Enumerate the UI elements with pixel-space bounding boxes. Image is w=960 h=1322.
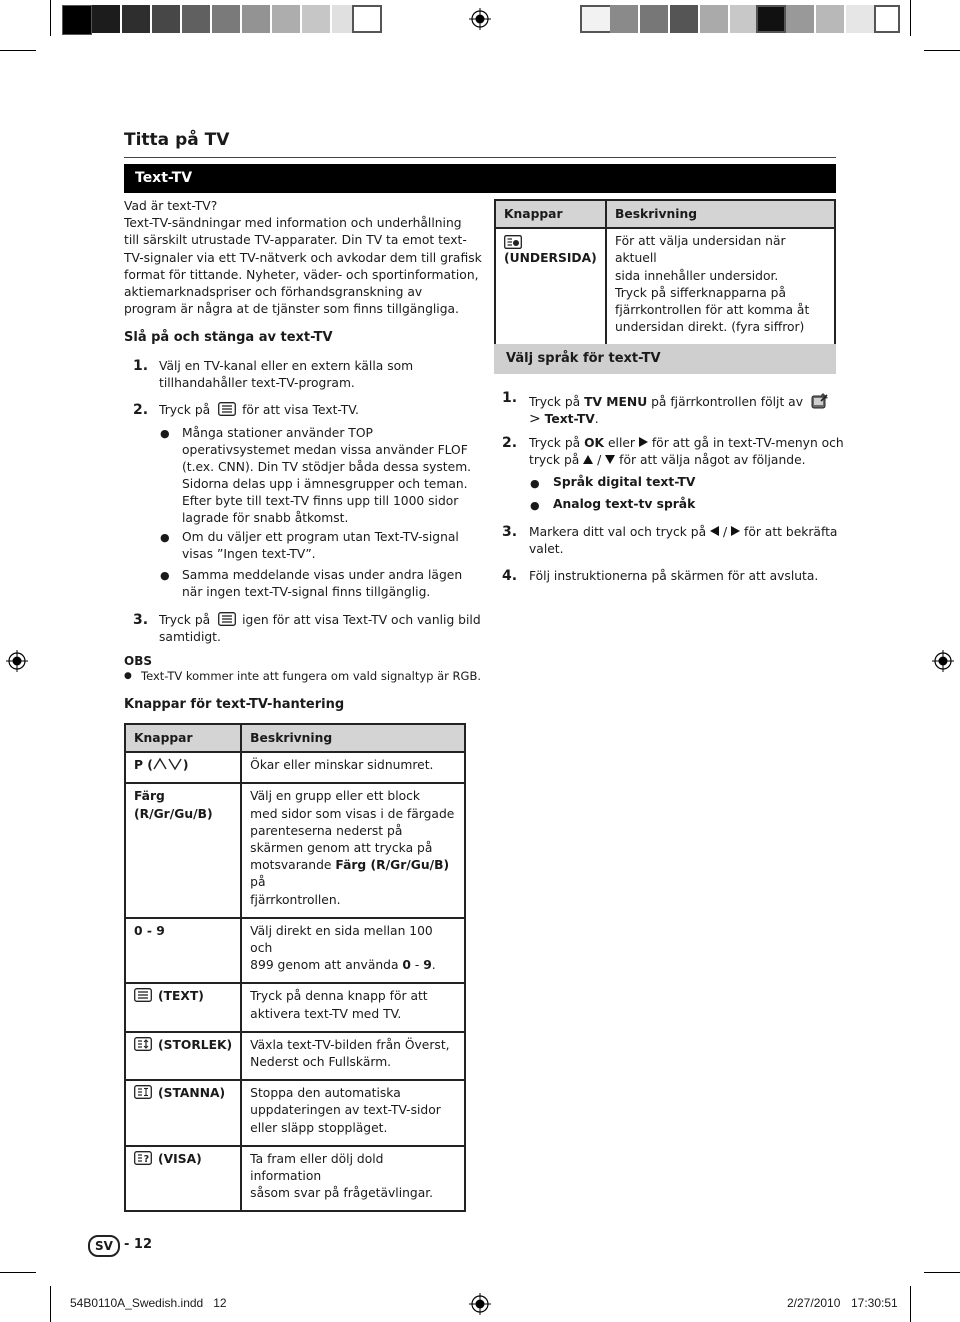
swatch [756,5,786,33]
crop-mark [924,50,960,51]
language-step-2 [529,435,844,469]
step-text: / [597,453,602,467]
desc-line: skärmen genom att trycka på [250,841,433,856]
description-cell [241,1146,465,1212]
hold-button-icon [134,1085,152,1099]
crop-mark [50,0,51,36]
description-cell [241,783,465,917]
svg-text:?: ? [143,1153,150,1165]
bullet-dot-icon: ● [530,477,540,490]
arrow-right-icon [639,437,648,447]
teletext-button-icon [218,612,236,626]
table-header-row [495,200,835,228]
step-bold: Text-TV [544,412,595,426]
step-bold: OK [584,436,605,450]
table-row [125,983,465,1031]
table-row [495,228,835,345]
key-cell [125,1032,241,1080]
language-option: Analog text-tv språk [553,497,696,511]
bullet-line: Många stationer använder TOP [182,426,373,440]
swatch [62,5,92,35]
table-row [125,752,465,783]
intro-paragraph [124,198,482,318]
step-number: 1. [502,390,518,406]
table-row [125,1080,465,1146]
desc-line: Ta fram eller dölj dold information [250,1151,384,1184]
table-row [125,1146,465,1212]
desc-line: sida innehåller undersidor. [615,268,779,283]
arrow-right-icon [731,526,740,536]
arrow-up-icon [583,455,593,464]
swatch [730,5,758,33]
step-text: för att bekräfta [743,525,838,539]
arrow-down-icon [605,455,615,464]
registration-mark-icon [932,650,954,672]
desc-line: fjärrkontrollen. [250,892,341,907]
table-row [125,1032,465,1080]
swatch [816,5,844,33]
desc-line: eller släpp stoppläget. [250,1120,388,1135]
key-cell [125,1080,241,1146]
step-bold: TV MENU [584,395,648,409]
crop-mark [924,1272,960,1273]
key-label: (STANNA) [158,1086,226,1101]
language-step-3 [529,524,837,558]
swatch [670,5,698,33]
intro-line: format för tittande. Nyheter, väder- och sportinformation, [124,267,479,282]
step-text: Markera ditt val och tryck på [529,525,707,539]
swatch [302,5,330,33]
desc-text: 899 genom att använda [250,958,403,973]
desc-line: Stoppa den automatiska [250,1086,401,1101]
column-header-keys: Knappar [495,200,606,228]
onoff-bullet-2 [182,529,459,563]
bullet-dot-icon: ● [160,531,170,544]
step-line: samtidigt. [159,630,221,644]
table-header-row [125,724,465,752]
crop-mark [0,1272,36,1273]
key-label: ) [182,758,189,773]
buttons-heading: Knappar för text-TV-hantering [124,697,345,712]
language-step-4: Följ instruktionerna på skärmen för att avsluta. [529,569,819,583]
subpage-button-icon [504,235,522,249]
desc-line: Välj en grupp eller ett block [250,789,421,804]
note-label: OBS [124,654,152,668]
step-number: 1. [133,358,149,374]
step-text: för att visa Text-TV. [242,403,359,417]
bullet-line: Samma meddelande visas under andra lägen [182,568,463,582]
desc-line: För att välja undersidan när aktuell [615,234,786,266]
swatch [352,5,382,33]
swatch [786,5,814,33]
registration-mark-icon [469,8,491,30]
registration-mark-icon [469,1293,491,1315]
language-option: Språk digital text-TV [553,475,696,489]
key-label: (TEXT) [158,989,204,1004]
arrow-left-icon [710,526,719,536]
onoff-step-1 [159,358,413,392]
desc-line: fjärrkontrollen för att komma åt [615,303,810,318]
step-text: för att välja något av följande. [619,453,806,467]
crop-mark [50,1286,51,1322]
step-text: eller [604,436,635,450]
desc-text: - [410,958,424,973]
step-number: 2. [502,435,518,451]
bullet-line: visas ”Ingen text-TV”. [182,547,316,561]
key-label: (VISA) [158,1151,202,1166]
language-step-1 [529,391,830,428]
onoff-step-2 [159,402,359,419]
print-time: 17:30:51 [851,1296,898,1310]
swatch [580,5,612,33]
desc-bold: 0 [402,958,411,973]
desc-line: aktivera text-TV med TV. [250,1006,402,1021]
key-cell [125,1146,241,1212]
size-button-icon [134,1037,152,1051]
bullet-line: Om du väljer ett program utan Text-TV-signal [182,530,459,544]
swatch [272,5,300,33]
crop-mark [910,1286,911,1322]
swatch [242,5,270,33]
key-cell: 0 - 9 [125,918,241,984]
intro-line: TV-signaler via ett TV-nätverk och avkodar dem till grafisk [124,250,482,265]
swatch [610,5,638,33]
desc-text: . [431,958,436,973]
description-cell: Ökar eller minskar sidnumret. [241,752,465,783]
onoff-step-3 [159,612,481,646]
description-cell [241,983,465,1031]
key-cell [125,752,241,783]
step-text: Tryck på [529,395,585,409]
bullet-line: Sidorna delas upp i ämnesgrupper och teman. [182,477,468,491]
swatch [152,5,180,33]
desc-line: uppdateringen av text-TV-sidor [250,1103,441,1118]
step-text: för att gå in text-TV-menyn och [651,436,844,450]
key-label: (STORLEK) [158,1037,233,1052]
step-number: 4. [502,568,518,584]
swatch [92,5,120,33]
desc-line: Växla text-TV-bilden från Överst, [250,1037,450,1052]
teletext-buttons-table [124,723,466,1212]
section-title: Titta på TV [124,130,230,150]
step-text: Tryck på [529,436,585,450]
intro-line: program är några at de tjänster som finns tillgängliga. [124,302,459,317]
bullet-line: (t.ex. CNN). Din TV stödjer båda dessa system. [182,460,472,474]
swatch [700,5,728,33]
desc-line: Tryck på sifferknapparna på [615,285,787,300]
step-line: Välj en TV-kanal eller en extern källa som [159,359,414,373]
step-text: . [594,412,599,426]
swatch [182,5,210,33]
bullet-line: när ingen text-TV-signal finns tillgänglig. [182,585,431,599]
language-badge: SV [88,1235,120,1257]
column-header-keys: Knappar [125,724,241,752]
teletext-button-icon [218,402,236,416]
desc-line: Nederst och Fullskärm. [250,1055,392,1070]
step-text: igen för att visa Text-TV och vanlig bild [242,613,481,627]
description-cell [241,1080,465,1146]
desc-text: på [250,875,266,890]
swatch [640,5,668,33]
desc-line: såsom svar på frågetävlingar. [250,1186,434,1201]
step-text: på fjärrkontrollen följt av [647,395,803,409]
key-label: Färg [134,789,165,804]
key-cell [495,228,606,345]
description-cell [606,228,835,345]
onoff-bullet-1 [182,425,471,527]
desc-bold: Färg (R/Gr/Gu/B) [335,858,450,873]
language-heading: Välj språk för text-TV [494,344,836,374]
section-band-title: Text-TV [124,164,836,193]
step-line: tillhandahåller text-TV-program. [159,376,355,390]
bullet-dot-icon: ● [530,499,540,512]
bullet-line: lagrade för snabb åtkomst. [182,511,349,525]
key-cell [125,983,241,1031]
page-number: - 12 [124,1237,153,1252]
desc-line: med sidor som visas i de färgade [250,806,455,821]
description-cell [241,918,465,984]
bullet-dot-icon: ● [124,671,132,681]
intro-line: aktiemarknadspriser och förhandsgranskning av [124,285,423,300]
step-number: 3. [133,612,149,628]
key-label: (R/Gr/Gu/B) [134,806,213,821]
desc-line: Välj direkt en sida mellan 100 och [250,923,433,956]
intro-question: Vad är text-TV? [124,199,218,213]
desc-line: undersidan direkt. (fyra siffror) [615,320,805,335]
desc-text: motsvarande [250,858,336,873]
intro-line: till särskilt utrustade TV-apparater. Din TV ta emot text- [124,233,467,248]
swatch [846,5,874,33]
desc-line: Tryck på denna knapp för att [250,989,428,1004]
intro-line: Text-TV-sändningar med information och underhållning [124,216,462,231]
crop-mark [910,0,911,36]
table-row [125,918,465,984]
swatch [122,5,150,33]
note-text: Text-TV kommer inte att fungera om vald signaltyp är RGB. [141,669,481,683]
page-up-down-icon [153,758,183,770]
reveal-button-icon [134,1151,152,1165]
subpage-table [494,199,836,346]
header-rule [124,157,836,158]
column-header-description: Beskrivning [241,724,465,752]
bullet-line: operativsystemet medan vissa använder FLOF [182,443,468,457]
crop-mark [0,50,36,51]
key-label: P ( [134,758,153,773]
desc-bold: 9 [423,958,432,973]
bullet-dot-icon: ● [160,569,170,582]
swatch [212,5,240,33]
step-number: 2. [133,402,149,418]
key-label: (UNDERSIDA) [504,251,597,266]
key-cell [125,783,241,917]
column-header-description: Beskrivning [606,200,835,228]
step-text: Tryck på [159,613,211,627]
step-text: / [722,525,728,539]
registration-mark-icon [6,650,28,672]
swatch [874,5,900,33]
step-text: tryck på [529,453,580,467]
table-row [125,783,465,917]
chevron-right-icon: > [529,411,541,427]
print-date: 2/27/2010 [787,1296,841,1310]
step-line: valet. [529,542,564,556]
onoff-bullet-3 [182,567,462,601]
file-name: 54B0110A_Swedish.indd 12 [70,1296,227,1310]
description-cell [241,1032,465,1080]
step-number: 3. [502,524,518,540]
teletext-button-icon [134,988,152,1002]
bullet-dot-icon: ● [160,427,170,440]
bullet-line: Efter byte till text-TV finns upp till 1000 sidor [182,494,459,508]
step-text: Tryck på [159,403,211,417]
desc-line: parenteserna nederst på [250,823,403,838]
onoff-heading: Slå på och stänga av text-TV [124,330,333,345]
setup-menu-icon [810,391,830,411]
